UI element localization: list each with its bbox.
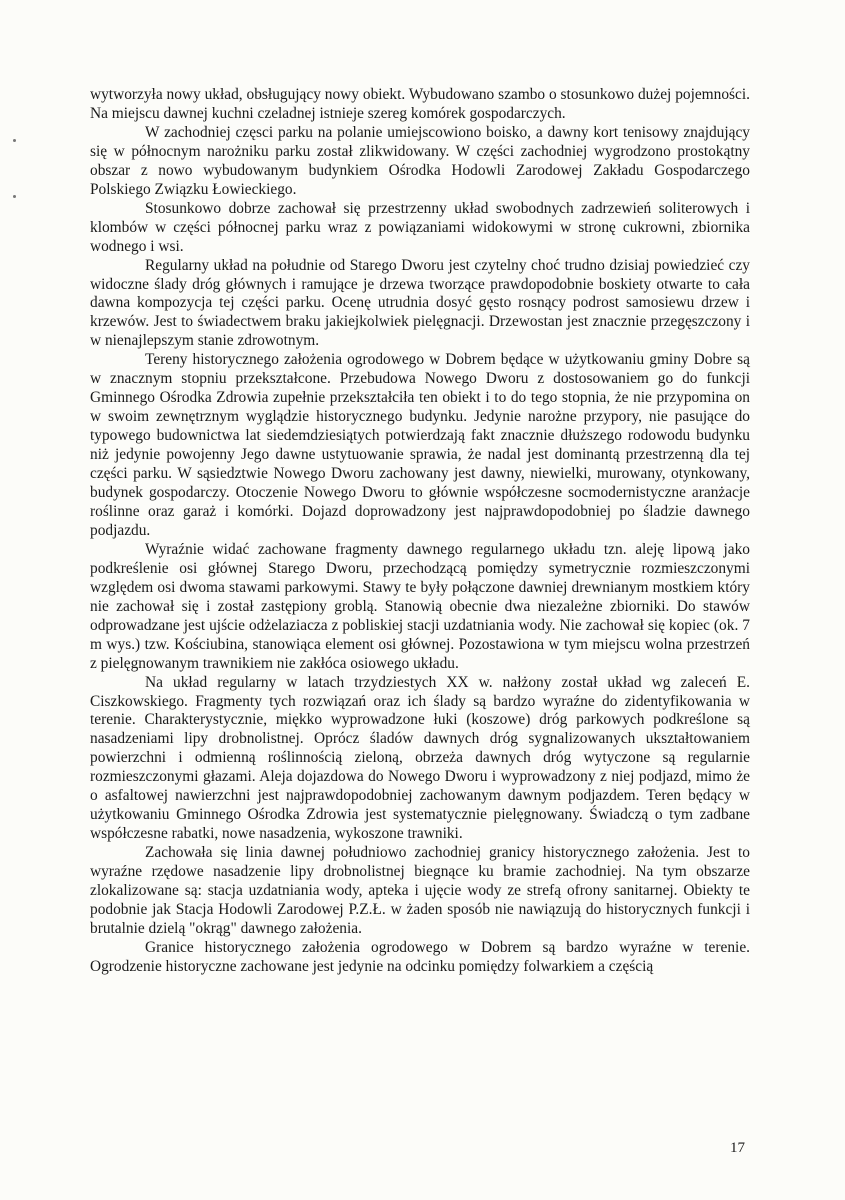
paragraph: Na układ regularny w latach trzydziestych XX w. nałżony został układ wg zaleceń E. Ciszkowskiego. Fragmenty tych rozwiązań oraz ich ślady są bardzo wyraźne do zidentyfikowania w terenie. Charakterystycznie, miękko wyprowadzone łuki (koszowe) dróg parkowych podkreślone są nasadzeniami lipy drobnolistnej. Oprócz śladów dawnych dróg sygnalizowanych ukształtowaniem powierzchni i odmienną roślinnością zieloną, obrzeża dawnych dróg wytyczone są regularnie rozmieszczonymi głazami. Aleja dojazdowa do Nowego Dworu i wyprowadzony z niej podjazd, mimo że o asfaltowej nawierzchni jest najprawdopodobniej zachowanym dawnym podjazdem. Teren będący w użytkowaniu Gminnego Ośrodka Zdrowia jest systematycznie pielęgnowany. Świadczą o tym zadbane współczesne rabatki, nowe nasadzenia, wykoszone trawniki. [90,673,750,843]
paragraph: Tereny historycznego założenia ogrodowego w Dobrem będące w użytkowaniu gminy Dobre są w znacznym stopniu przekształcone. Przebudowa Nowego Dworu z dostosowaniem go do funkcji Gminnego Ośrodka Zdrowia zupełnie przekształciła ten obiekt i to do tego stopnia, że nie przypomina on w swoim zewnętrznym wyglądzie historycznego budynku. Jedynie narożne przypory, nie pasujące do typowego budownictwa lat siedemdziesiątych potwierdzają fakt znacznie dłuższego rodowodu budynku niż jedynie powojenny Jego dawne ustytuowanie sprawia, że nadal jest dominantą przestrzenną dla tej części parku. W sąsiedztwie Nowego Dworu zachowany jest dawny, niewielki, murowany, otynkowany, budynek gospodarczy. Otoczenie Nowego Dworu to głównie współczesne socmodernistyczne aranżacje roślinne oraz garaż i komórki. Dojazd doprowadzony jest najprawdopodobniej po śladzie dawnego podjazdu. [90,351,750,539]
paragraph: Regularny układ na południe od Starego Dworu jest czytelny choć trudno dzisiaj powiedzieć czy widoczne ślady dróg głównych i ramujące je drzewa tworzące prawdopodobnie boskiety otwarte to cała dawna kompozycja tej części parku. Ocenę utrudnia dosyć gęsto rosnący podrost samosiewu drzew i krzewów. Jest to świadectwem braku jakiejkolwiek pielęgnacji. Drzewostan jest znacznie przegęszczony i w nienajlepszym stanie zdrowotnym. [90,256,750,350]
paragraph: Wyraźnie widać zachowane fragmenty dawnego regularnego układu tzn. aleję lipową jako podkreślenie osi głównej Starego Dworu, przechodzącą pomiędzy symetrycznie rozmieszczonymi względem osi dwoma stawami parkowymi. Stawy te były połączone dawniej drewnianym mostkiem który nie zachował się i został zastępiony groblą. Stanowią obecnie dwa niezależne zbiorniki. Do stawów odprowadzane jest ujście odżelaziacza z pobliskiej stacji uzdatniania wody. Nie zachował się kopiec (ok. 7 m wys.) tzw. Kościubina, stanowiąca element osi głównej. Pozostawiona w tym miejscu wolna przestrzeń z pielęgnowanym trawnikiem nie zakłóca osiowego układu. [90,540,750,672]
scan-mark-dot [13,195,16,198]
paragraph: Stosunkowo dobrze zachował się przestrzenny układ swobodnych zadrzewień soliterowych i klombów w części północnej parku wraz z powiązaniami widokowymi w stronę cukrowni, zbiornika wodnego i wsi. [90,199,750,255]
paragraph: Granice historycznego założenia ogrodowego w Dobrem są bardzo wyraźne w terenie. Ogrodzenie historyczne zachowane jest jedynie na odcinku pomiędzy folwarkiem a częścią [90,938,750,975]
paragraph: Zachowała się linia dawnej południowo zachodniej granicy historycznego założenia. Jest to wyraźne rzędowe nasadzenie lipy drobnolistnej biegnące ku bramie zachodniej. Na tym obszarze zlokalizowane są: stacja uzdatniania wody, apteka i ujęcie wody ze strefą ofrony sanitarnej. Obiekty te podobnie jak Stacja Hodowli Zarodowej P.Z.Ł. w żaden sposób nie nawiązują do historycznych funkcji i brutalnie dzielą "okrąg" dawnego założenia. [90,844,750,937]
scan-mark-dot [13,139,16,142]
paragraph: W zachodniej częsci parku na polanie umiejscowiono boisko, a dawny kort tenisowy znajdujący się w północnym narożniku parku został zlikwidowany. W części zachodniej wygrodzono prostokątny obszar z nowo wybudowanym budynkiem Ośrodka Hodowli Zarodowej Zakładu Gospodarczego Polskiego Związku Łowieckiego. [90,123,750,198]
page-number: 17 [730,1140,745,1156]
paragraph: wytworzyła nowy układ, obsługujący nowy obiekt. Wybudowano szambo o stosunkowo dużej pojemności. Na miejscu dawnej kuchni czeladnej istnieje szereg komórek gospodarczych. [90,86,750,122]
body-text [90,86,750,977]
